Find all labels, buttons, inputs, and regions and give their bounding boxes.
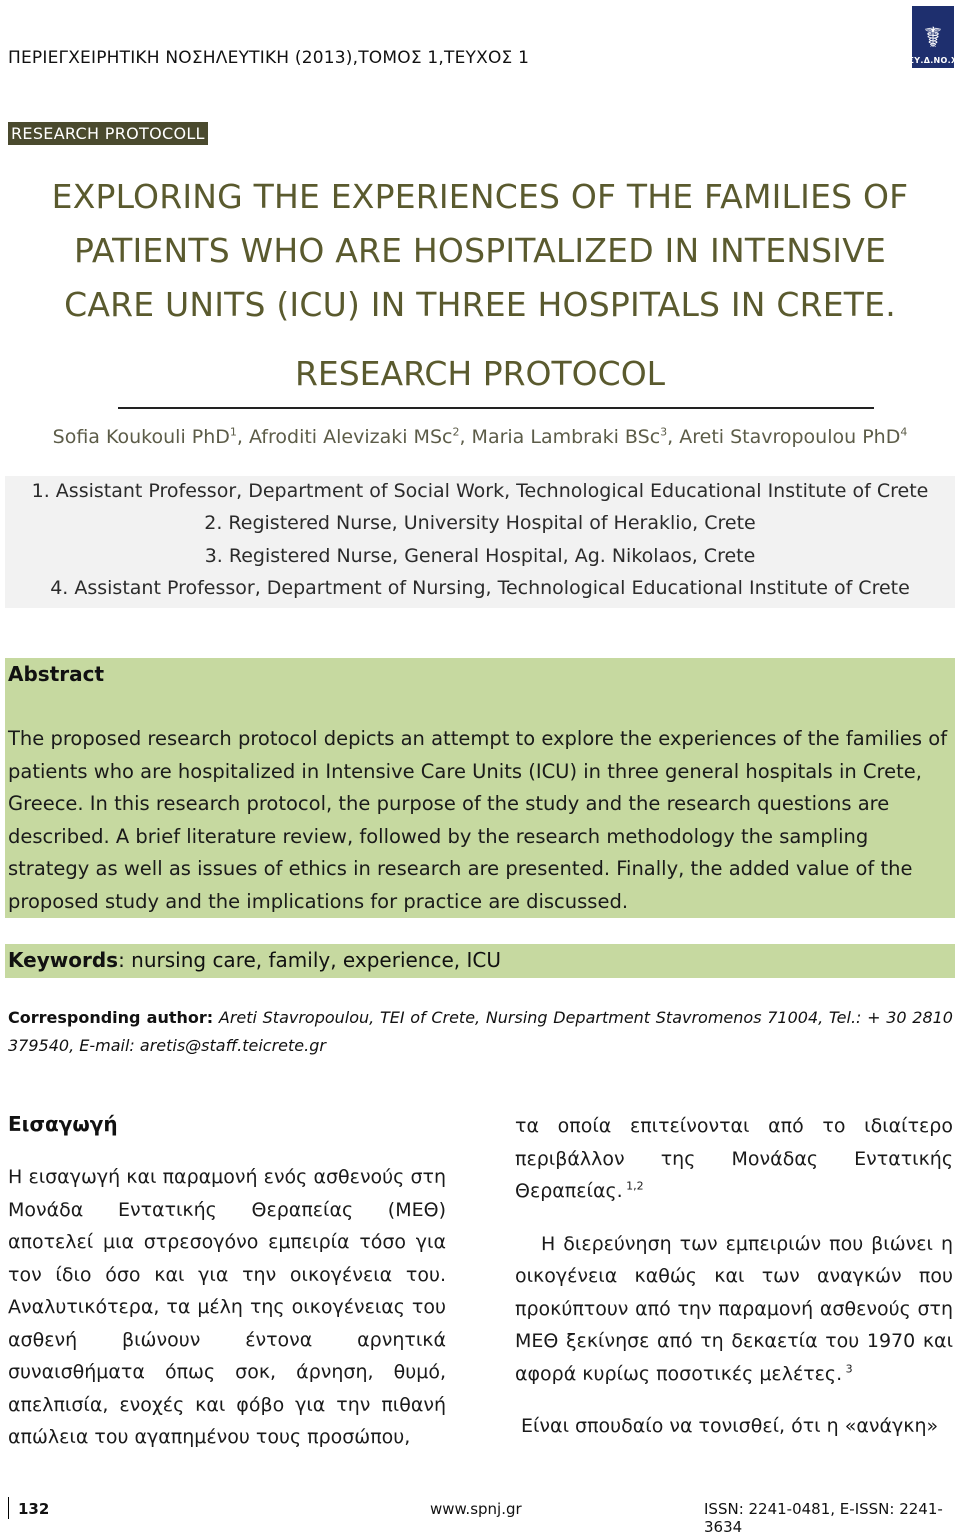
author-affil-number: 2 <box>452 425 460 439</box>
author-separator: , <box>667 426 680 448</box>
intro-paragraph <box>515 1110 953 1208</box>
abstract-body: The proposed research protocol depicts an attempt to explore the experiences of the families of patients who are hospitalized in Intensive Care Units (ICU) in three general hospitals in Crete, Greece. In this research protocol, the purpose of the study and the research questions are described. A brief literature review, followed by the research methodology the sampling strategy as well as issues of ethics in research are presented. Finally, the added value of the proposed study and the implications for practice are discussed. <box>8 727 948 913</box>
article-title: EXPLORING THE EXPERIENCES OF THE FAMILIES OF PATIENTS WHO ARE HOSPITALIZED IN INTENSIVE CARE UNITS (ICU) IN THREE HOSPITALS IN CRETE. <box>51 177 909 324</box>
citation-ref: 1,2 <box>622 1179 644 1193</box>
citation-ref: 3 <box>842 1362 853 1376</box>
journal-header: ΠΕΡΙΕΓΧΕΙΡΗΤΙΚΗ ΝΟΣΗΛΕΥΤΙΚΗ (2013),ΤΟΜΟΣ 1,ΤΕΥΧΟΣ 1 <box>8 48 530 68</box>
author-list <box>20 426 940 448</box>
intro-right-column <box>515 1110 953 1443</box>
affiliation-item: 3. Registered Nurse, General Hospital, Ag. Nikolaos, Crete <box>204 545 756 567</box>
issn: ISSN: 2241-0481, E-ISSN: 2241-3634 <box>704 1500 943 1536</box>
author-name: Areti Stavropoulou PhD <box>679 426 901 448</box>
author-affil-number: 4 <box>900 425 908 439</box>
keywords-line <box>8 948 501 972</box>
author-affil-number: 1 <box>229 425 237 439</box>
author-name: Afroditi Alevizaki MSc <box>248 426 453 448</box>
author-separator: , <box>459 426 472 448</box>
intro-paragraph <box>515 1228 953 1391</box>
page-number: 132 <box>18 1500 50 1518</box>
author-name: Maria Lambraki BSc <box>471 426 661 448</box>
abstract-heading: Abstract <box>8 662 105 686</box>
section-tag: RESEARCH PROTOCOLL <box>8 122 208 145</box>
author-name: Sofia Koukouli PhD <box>52 426 230 448</box>
author-separator: , <box>236 426 249 448</box>
keywords-text: : nursing care, family, experience, ICU <box>118 948 502 972</box>
journal-website: www.spnj.gr <box>430 1500 522 1518</box>
author-affil-number: 3 <box>660 425 668 439</box>
logo-text: ΣΥ.Δ.ΝΟ.Χ <box>908 56 958 65</box>
footer-divider <box>8 1497 9 1519</box>
corresponding-text: Areti Stavropoulou, TEI of Crete, Nursing Department Stavromenos 71004, Tel.: + 30 2810 379540, E-mail: aretis@staff.teicrete.gr <box>8 1008 953 1055</box>
intro-left-column <box>8 1161 446 1454</box>
corresponding-author <box>8 1004 953 1060</box>
title-divider <box>118 407 874 409</box>
corresponding-label: Corresponding author: <box>8 1008 214 1027</box>
affiliation-item: 2. Registered Nurse, University Hospital of Heraklio, Crete <box>204 512 756 534</box>
affiliation-item: 4. Assistant Professor, Department of Nursing, Technological Educational Institute of Crete <box>50 577 910 599</box>
intro-paragraph-text: Η διερεύνηση των εμπειριών που βιώνει η οικογένεια καθώς και των αναγκών που προκύπτουν από την παραμονή ασθενούς στη ΜΕΘ ξεκίνησε από τη δεκαετία του 1970 και αφορά κυρίως ποσοτικές μελέτες. <box>515 1232 953 1385</box>
affiliation-item: 1. Assistant Professor, Department of Social Work, Technological Educational Institute of Crete <box>31 480 929 502</box>
intro-paragraph: Είναι σπουδαίο να τονισθεί, ότι η «ανάγκη» <box>521 1415 939 1437</box>
intro-heading: Εισαγωγή <box>8 1112 118 1136</box>
intro-paragraph-text: τα οποία επιτείνονται από το ιδιαίτερο περιβάλλον της Μονάδας Εντατικής Θεραπείας. <box>515 1115 953 1202</box>
keywords-label: Keywords <box>8 948 119 972</box>
article-subtitle: RESEARCH PROTOCOL <box>294 354 666 393</box>
logo-emblem-icon: ☤ <box>923 21 943 54</box>
society-logo <box>908 6 958 68</box>
intro-paragraph: Η εισαγωγή και παραμονή ενός ασθενούς στη Μονάδα Εντατικής Θεραπείας (ΜΕΘ) αποτελεί μια στρεσογόνο εμπειρία τόσο για τον ίδιο όσο και για την οικογένεια του. Αναλυτικότερα, τα μέλη της οικογένειας του ασθενή βιώνουν έντονα αρνητικά συναισθήματα όπως σοκ, άρνηση, θυμό, απελπισία, ενοχές και φόβο για την πιθανή απώλεια του αγαπημένου τους προσώπου, <box>8 1166 446 1448</box>
